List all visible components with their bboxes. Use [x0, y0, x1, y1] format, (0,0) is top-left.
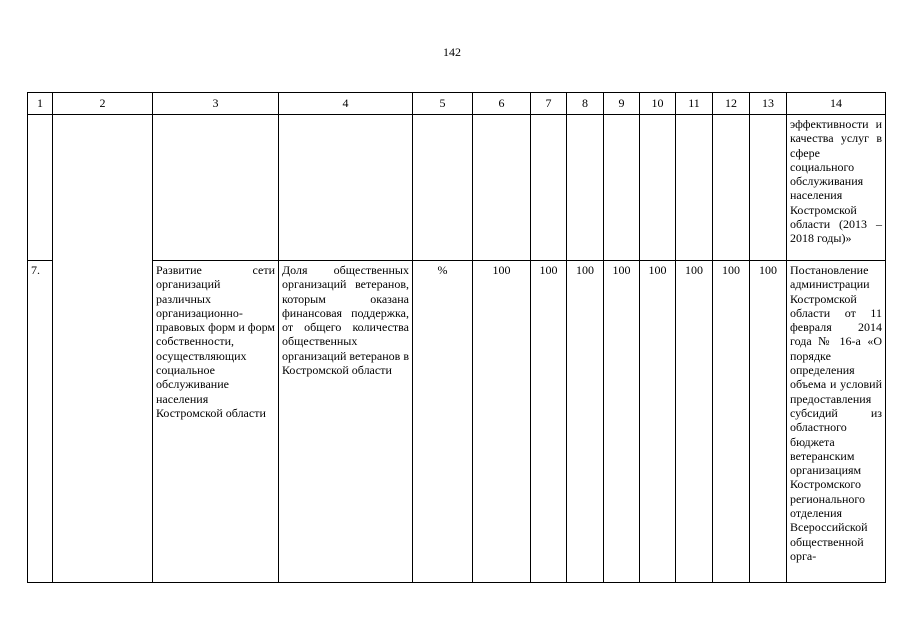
table-cell [531, 115, 567, 261]
value-cell: 100 [567, 261, 604, 583]
table-cell [279, 115, 413, 261]
table-cell [53, 115, 153, 583]
table-cell [604, 115, 640, 261]
value-cell: 100 [640, 261, 676, 583]
table-cell [640, 115, 676, 261]
value-cell: 100 [750, 261, 787, 583]
page-number: 142 [443, 45, 461, 59]
measure-name: Развитие сети организаций различных организационно-правовых форм и форм собственности, осуществляющих социальное обслуживание населения Костромской области [153, 261, 279, 583]
header-cell: 14 [787, 93, 886, 115]
table-row-continuation [28, 115, 886, 261]
header-cell: 12 [713, 93, 750, 115]
value-cell: 100 [713, 261, 750, 583]
table-row-7 [28, 261, 886, 583]
header-cell: 7 [531, 93, 567, 115]
header-cell: 11 [676, 93, 713, 115]
table-cell [413, 115, 473, 261]
value-cell: 100 [676, 261, 713, 583]
value-cell: 100 [531, 261, 567, 583]
table-cell [567, 115, 604, 261]
header-row [28, 93, 886, 115]
header-cell: 6 [473, 93, 531, 115]
table-cell [28, 115, 53, 261]
table-cell [473, 115, 531, 261]
header-cell: 9 [604, 93, 640, 115]
header-cell: 13 [750, 93, 787, 115]
header-cell: 4 [279, 93, 413, 115]
value-cell: 100 [604, 261, 640, 583]
header-cell: 1 [28, 93, 53, 115]
legal-basis-continuation: эффективности и качества услуг в сфере социального обслуживания населения Костромской области (2013 – 2018 годы)» [787, 115, 886, 261]
header-cell: 3 [153, 93, 279, 115]
value-cell: 100 [473, 261, 531, 583]
table-cell [750, 115, 787, 261]
header-cell: 5 [413, 93, 473, 115]
unit-cell: % [413, 261, 473, 583]
table-cell [676, 115, 713, 261]
header-cell: 8 [567, 93, 604, 115]
indicator-name: Доля общественных организаций ветеранов, которым оказана финансовая поддержка, от общего количества общественных организаций ветеранов в Костромской области [279, 261, 413, 583]
header-cell: 2 [53, 93, 153, 115]
header-cell: 10 [640, 93, 676, 115]
row-number: 7. [28, 261, 53, 583]
table-cell [713, 115, 750, 261]
legal-basis-cell: Постановление администрации Костромской области от 11 февраля 2014 года № 16-а «О порядке определения объема и условий предоставления субсидий из областного бюджета ветеранским организациям Костромского регионального отделения Всероссийской общественной орга- [787, 261, 886, 583]
data-table [27, 92, 886, 583]
table-cell [153, 115, 279, 261]
